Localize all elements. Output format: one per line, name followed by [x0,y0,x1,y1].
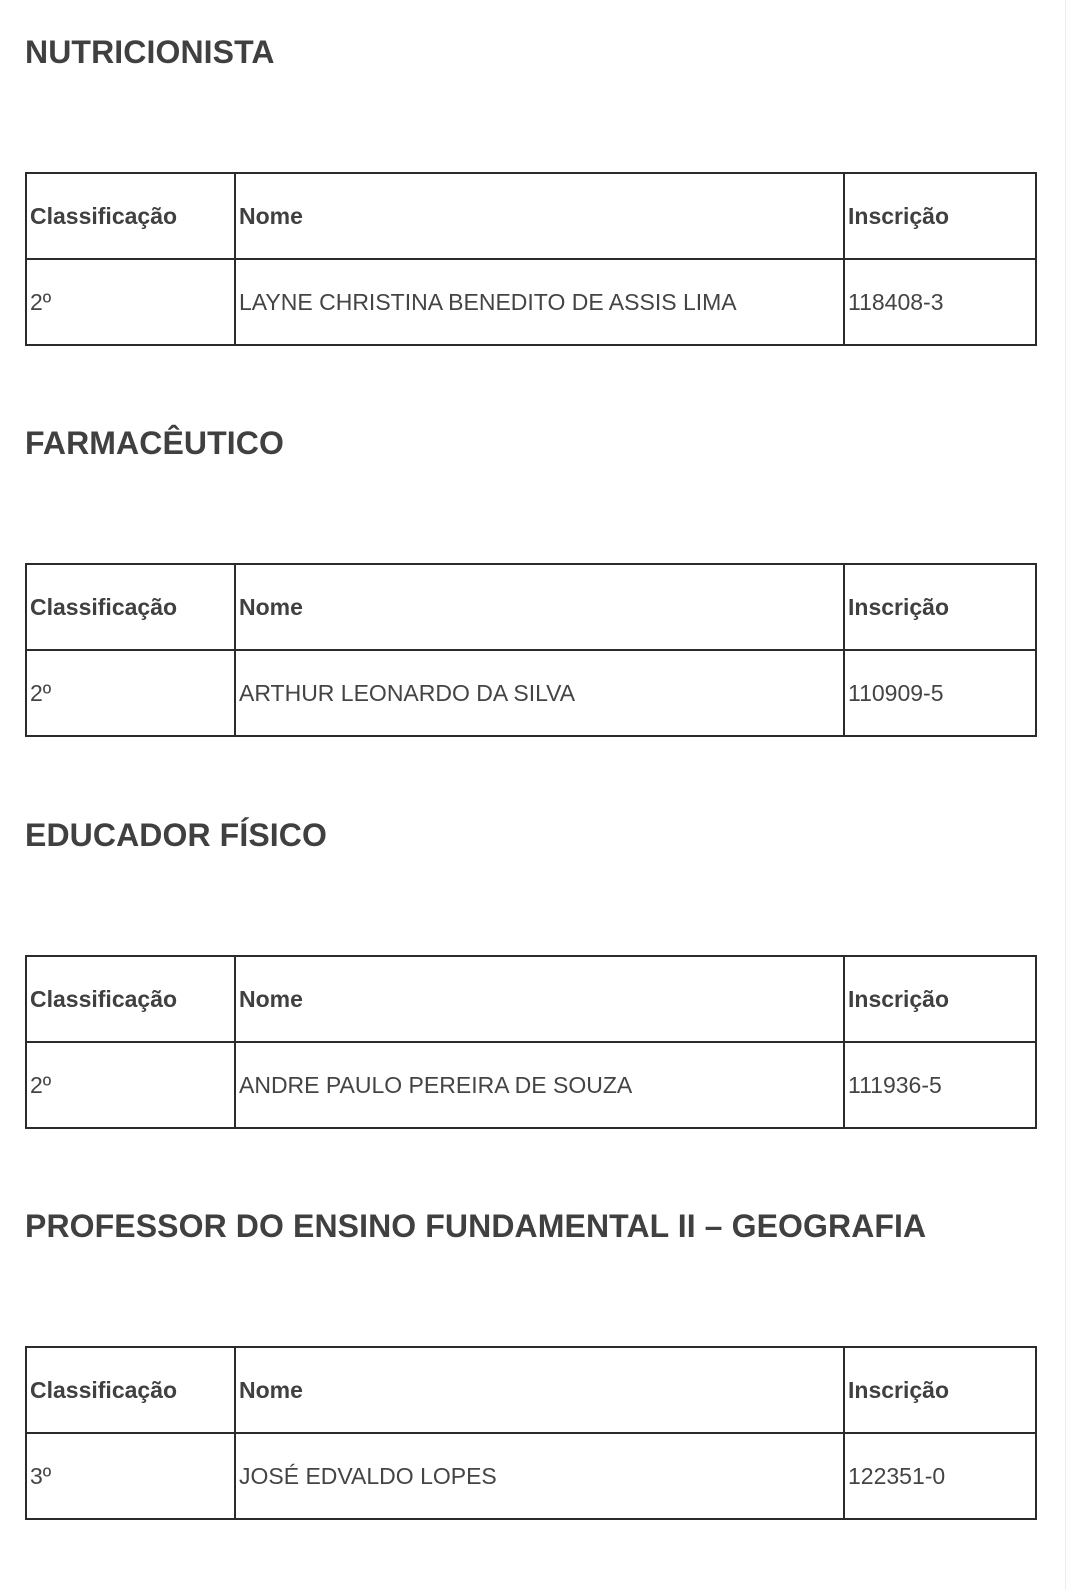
column-header-nome: Nome [235,564,844,650]
column-header-inscricao: Inscrição [844,1347,1036,1433]
column-header-inscricao: Inscrição [844,173,1036,259]
results-table [25,955,1037,1129]
table-row [26,1433,1036,1519]
column-header-inscricao: Inscrição [844,564,1036,650]
section-title: FARMACÊUTICO [25,425,284,461]
cell-classificacao: 2º [26,259,235,345]
scrollbar-track[interactable] [1065,0,1080,1590]
section-title: NUTRICIONISTA [25,34,275,70]
cell-classificacao: 3º [26,1433,235,1519]
cell-classificacao: 2º [26,1042,235,1128]
column-header-classificacao: Classificação [26,956,235,1042]
table-header-row [26,173,1036,259]
cell-nome: ANDRE PAULO PEREIRA DE SOUZA [235,1042,844,1128]
section-educador-fisico [25,815,1035,1098]
section-professor-geografia [25,1206,1035,1489]
column-header-classificacao: Classificação [26,173,235,259]
cell-nome: ARTHUR LEONARDO DA SILVA [235,650,844,736]
table-row [26,259,1036,345]
cell-nome: JOSÉ EDVALDO LOPES [235,1433,844,1519]
column-header-nome: Nome [235,1347,844,1433]
cell-nome: LAYNE CHRISTINA BENEDITO DE ASSIS LIMA [235,259,844,345]
cell-inscricao: 111936-5 [844,1042,1036,1128]
results-table [25,172,1037,346]
table-header-row [26,564,1036,650]
column-header-classificacao: Classificação [26,564,235,650]
section-farmaceutico [25,423,1035,706]
results-table [25,1346,1037,1520]
section-title: EDUCADOR FÍSICO [25,817,327,853]
section-nutricionista [25,32,1035,315]
cell-classificacao: 2º [26,650,235,736]
table-header-row [26,1347,1036,1433]
column-header-classificacao: Classificação [26,1347,235,1433]
column-header-nome: Nome [235,956,844,1042]
table-header-row [26,956,1036,1042]
table-row [26,1042,1036,1128]
cell-inscricao: 118408-3 [844,259,1036,345]
column-header-inscricao: Inscrição [844,956,1036,1042]
column-header-nome: Nome [235,173,844,259]
table-row [26,650,1036,736]
results-table [25,563,1037,737]
cell-inscricao: 110909-5 [844,650,1036,736]
cell-inscricao: 122351-0 [844,1433,1036,1519]
section-title: PROFESSOR DO ENSINO FUNDAMENTAL II – GEOGRAFIA [25,1208,927,1244]
